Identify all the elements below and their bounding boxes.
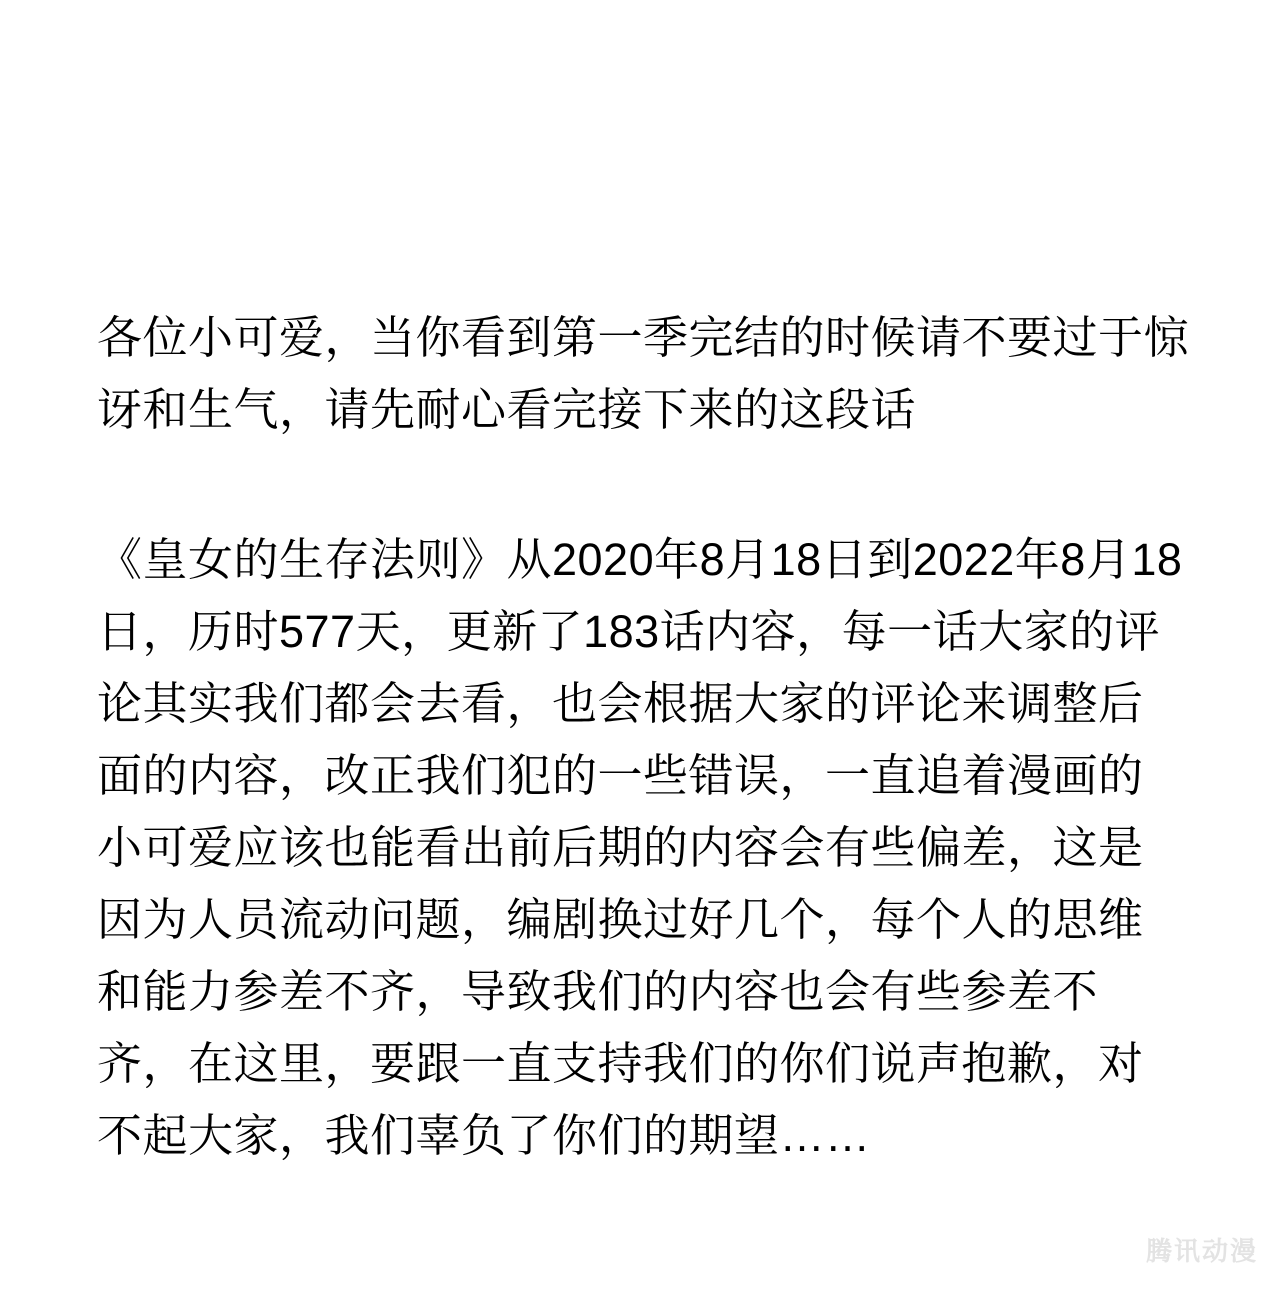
announcement-text-block (97, 302, 1197, 1172)
announcement-paragraph-2: 《皇女的生存法则》从2020年8月18日到2022年8月18日，历时577天，更新了183话内容，每一话大家的评论其实我们都会去看，也会根据大家的评论来调整后面的内容，改正我们犯的一些错误，一直追着漫画的小可爱应该也能看出前后期的内容会有些偏差，这是因为人员流动问题，编剧换过好几个，每个人的思维和能力参差不齐，导致我们的内容也会有些参差不齐，在这里，要跟一直支持我们的你们说声抱歉，对不起大家，我们辜负了你们的期望…… (97, 534, 1183, 1161)
watermark-label: 腾讯动漫 (1145, 1236, 1258, 1266)
announcement-paragraph-1: 各位小可爱，当你看到第一季完结的时候请不要过于惊讶和生气，请先耐心看完接下来的这段话 (97, 312, 1190, 435)
